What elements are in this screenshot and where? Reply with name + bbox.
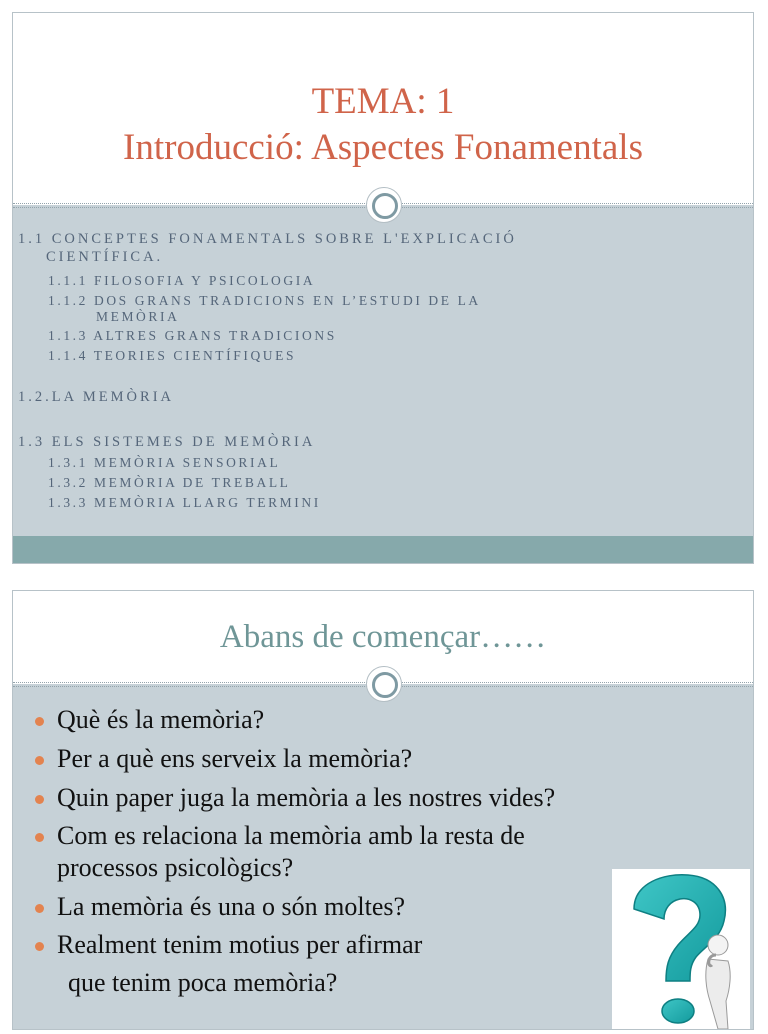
slide-2: Abans de començar…… Què és la memòria? Per a què ens serveix la memòria? Quin paper juga la memòria a les nostres vides? Com es relaciona la memòria amb la resta de processos psicològics? La memòria és una o són moltes? Realment tenim motius per afirmar que tenim poca memòria? — [12, 590, 754, 1030]
bullet-dot-icon — [35, 756, 44, 765]
slide-1-header — [13, 13, 753, 205]
slide-2-title: Abans de començar…… — [219, 619, 547, 655]
toc-item: 1.1 CONCEPTES FONAMENTALS SOBRE L'EXPLICACIÓ — [18, 231, 517, 247]
toc-subitem: 1.1.3 ALTRES GRANS TRADICIONS — [48, 328, 337, 343]
footer-bar — [13, 536, 753, 564]
bullet-dot-icon — [35, 904, 44, 913]
bullet-dot-icon — [35, 717, 44, 726]
question-mark-figure-icon — [612, 869, 750, 1029]
title-line-1: TEMA: 1 — [311, 81, 455, 122]
toc-item-cont: CIENTÍFICA. — [46, 249, 164, 265]
toc-subitem: 1.1.4 TEORIES CIENTÍFIQUES — [48, 348, 297, 363]
ring-ornament-icon — [366, 666, 402, 702]
list-item-cont: processos psicològics? — [57, 853, 294, 882]
slide-1-title — [13, 79, 753, 171]
ring-ornament-icon — [366, 187, 402, 223]
toc-item: 1.2.LA MEMÒRIA — [18, 389, 174, 405]
toc-subitem: 1.3.3 MEMÒRIA LLARG TERMINI — [48, 495, 321, 510]
toc-subitem: 1.1.1 FILOSOFIA Y PSICOLOGIA — [48, 273, 316, 288]
toc-subitem: 1.3.1 MEMÒRIA SENSORIAL — [48, 455, 281, 470]
list-item-cont: que tenim poca memòria? — [68, 968, 338, 997]
toc-subitem: 1.1.2 DOS GRANS TRADICIONS EN L’ESTUDI DE LA — [48, 293, 481, 308]
bullet-dot-icon — [35, 795, 44, 804]
bullet-dot-icon — [35, 942, 44, 951]
toc-item: 1.3 ELS SISTEMES DE MEMÒRIA — [18, 434, 316, 450]
toc-subitem: 1.3.2 MEMÒRIA DE TREBALL — [48, 475, 291, 490]
bullet-dot-icon — [35, 833, 44, 842]
toc-subitem-cont: MEMÒRIA — [96, 309, 180, 324]
title-line-2: Introducció: Aspectes Fonamentals — [123, 127, 643, 168]
